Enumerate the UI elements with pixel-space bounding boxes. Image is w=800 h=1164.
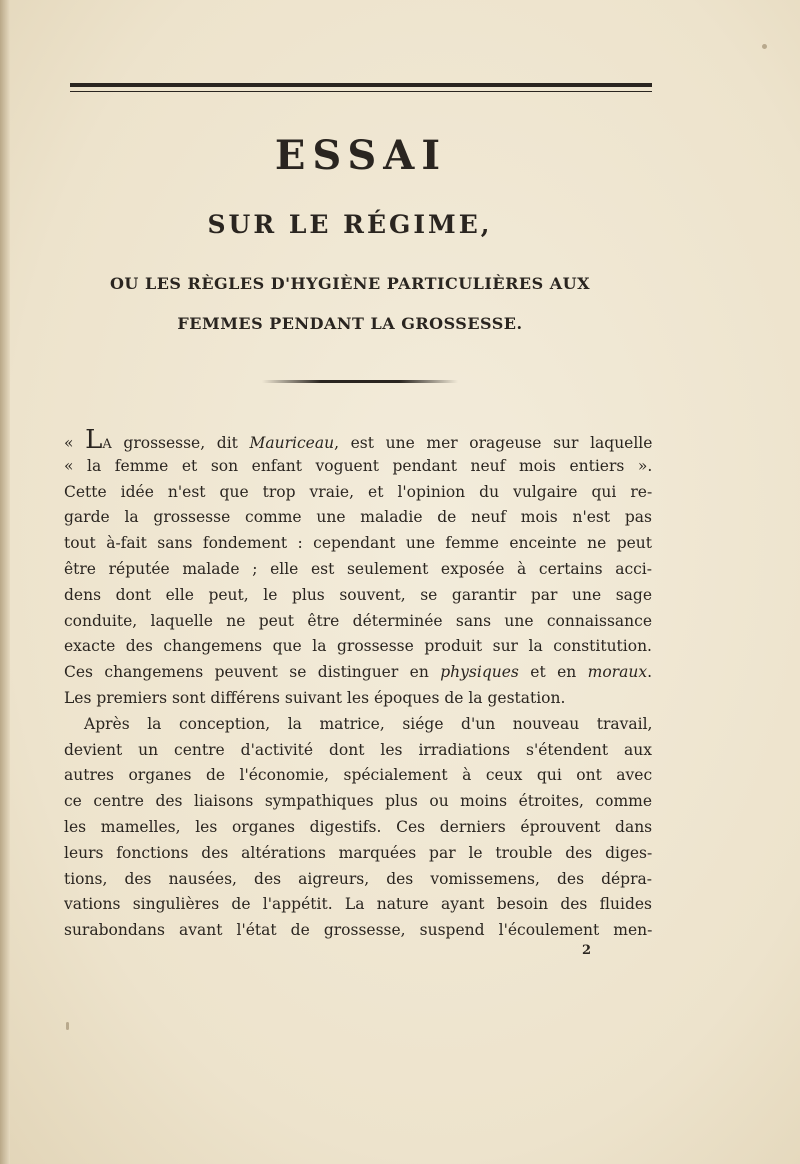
- text-fragment: .: [647, 663, 652, 682]
- text-line: « la femme et son enfant voguent pendant neuf mois entiers ».: [64, 456, 653, 475]
- header-rule-thin: [70, 91, 652, 92]
- author-name: Mauriceau: [249, 434, 335, 452]
- text-line: leurs fonctions des altérations marquées par le trouble des diges-: [64, 843, 653, 862]
- text-fragment: A: [102, 437, 112, 452]
- page-subtitle: SUR LE RÉGIME,: [207, 210, 493, 239]
- text-fragment: , est une mer orageuse sur laquelle: [334, 434, 653, 452]
- text-line: tout à-fait sans fondement : cependant une femme enceinte ne peut: [64, 534, 653, 553]
- emphasis: moraux: [587, 663, 648, 682]
- text-line: garde la grossesse comme une maladie de neuf mois n'est pas: [64, 508, 652, 527]
- body-text: [64, 425, 653, 944]
- text-line: surabondans avant l'état de grossesse, suspend l'écoulement men-: [64, 921, 653, 940]
- text-fragment: et en: [518, 663, 588, 682]
- text-line: tions, des nausées, des aigreurs, des vomissemens, des dépra-: [64, 869, 652, 888]
- page-title: ESSAI: [274, 132, 448, 179]
- text-line: Après la conception, la matrice, siége d'un nouveau travail,: [84, 714, 653, 733]
- section-divider: [262, 380, 458, 383]
- text-line: vations singulières de l'appétit. La nature ayant besoin des fluides: [64, 895, 652, 914]
- text-line-10: [64, 660, 652, 686]
- paper-speck: [762, 44, 767, 49]
- text-line: dens dont elle peut, le plus souvent, se garantir par une sage: [64, 585, 652, 604]
- text-line: autres organes de l'économie, spécialement à ceux qui ont avec: [64, 766, 653, 785]
- text-line: devient un centre d'activité dont les irradiations s'étendent aux: [64, 740, 652, 759]
- emphasis: physiques: [440, 663, 519, 682]
- text-fragment: Ces changemens peuvent se distinguer en: [64, 663, 441, 682]
- text-line: Les premiers sont différens suivant les époques de la gestation.: [64, 688, 566, 707]
- text-fragment: grossesse, dit: [111, 434, 250, 452]
- text-line: exacte des changemens que la grossesse produit sur la constitution.: [64, 637, 652, 656]
- header-rule-thick: [70, 83, 652, 87]
- paper-speck: [66, 1022, 69, 1030]
- text-line: conduite, laquelle ne peut être déterminée sans une connaissance: [64, 611, 652, 630]
- signature-mark: 2: [582, 943, 592, 958]
- text-line: les mamelles, les organes digestifs. Ces derniers éprouvent dans: [64, 817, 653, 836]
- text-line: Cette idée n'est que trop vraie, et l'opinion du vulgaire qui re-: [64, 482, 653, 501]
- text-line: ce centre des liaisons sympathiques plus ou moins étroites, comme: [64, 792, 653, 811]
- text-line-1: [64, 425, 653, 455]
- text-line: être réputée malade ; elle est seulement exposée à certains acci-: [64, 559, 652, 578]
- subtitle-line-1: OU LES RÈGLES D'HYGIÈNE PARTICULIÈRES AUX: [109, 274, 590, 293]
- text-fragment: «: [64, 434, 86, 452]
- drop-cap: L: [85, 425, 103, 455]
- subtitle-line-2: FEMMES PENDANT LA GROSSESSE.: [177, 314, 523, 333]
